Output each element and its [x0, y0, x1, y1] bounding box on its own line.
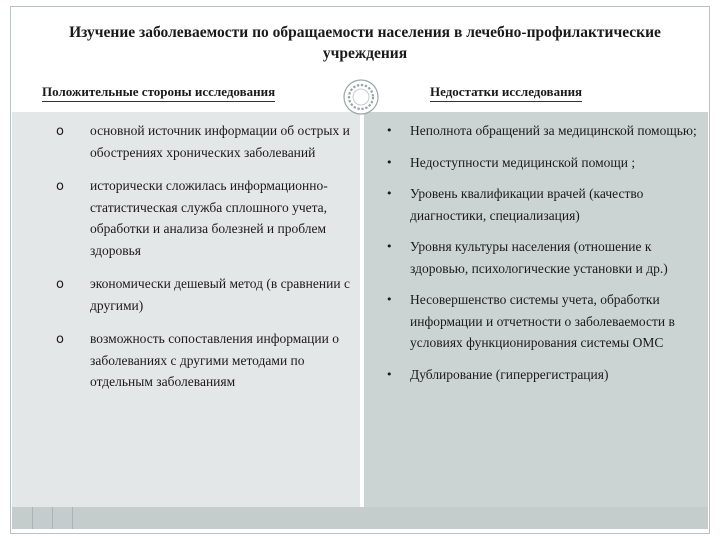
footer-segment [52, 507, 73, 529]
list-item: • Неполнота обращений за медицинской помощью; [410, 120, 702, 142]
ornament-ring-icon [342, 78, 380, 116]
list-item: • Уровень квалификации врачей (качество диагностики, специализация) [410, 183, 702, 226]
circle-bullet-icon: o [56, 179, 64, 194]
list-item: • Уровня культуры населения (отношение к здоровью, психологические установки и др.) [410, 236, 702, 279]
footer-strip [12, 507, 708, 529]
footer-segment [32, 507, 53, 529]
footer-segment [12, 507, 33, 529]
dot-bullet-icon: • [386, 124, 393, 137]
positives-list [56, 120, 350, 405]
list-item: • Недоступности медицинской помощи ; [410, 152, 702, 174]
dot-bullet-icon: • [386, 155, 393, 169]
dot-bullet-icon: • [386, 293, 393, 306]
list-item: • Дублирование (гиперрегистрация) [410, 364, 702, 386]
list-item: o возможность сопоставления информации о заболеваниях с другими методами по отдельным заболеваниям [56, 331, 339, 389]
circle-bullet-icon: o [56, 124, 64, 139]
list-item: • Несовершенство системы учета, обработки информации и отчетности о заболеваемости в условиях функционирования системы ОМС [410, 289, 702, 354]
negatives-header: Недостатки исследования [430, 84, 582, 102]
slide-title: Изучение заболеваемости по обращаемости населения в лечебно-профилактические учреждения [69, 24, 661, 62]
dot-bullet-icon: • [386, 367, 393, 381]
list-item: o исторически сложилась информационно-статистическая служба сплошного учета, обработки и анализа болезней и проблем здоровья [56, 178, 328, 258]
negatives-list [386, 120, 702, 395]
dot-bullet-icon: • [386, 187, 393, 200]
positives-header: Положительные стороны исследования [42, 84, 275, 102]
list-item: o экономически дешевый метод (в сравнении с другими) [56, 276, 350, 313]
dot-bullet-icon: • [386, 240, 393, 253]
list-item: o основной источник информации об острых и обострениях хронических заболеваний [56, 123, 350, 160]
circle-bullet-icon: o [56, 277, 64, 292]
circle-bullet-icon: o [56, 332, 64, 347]
